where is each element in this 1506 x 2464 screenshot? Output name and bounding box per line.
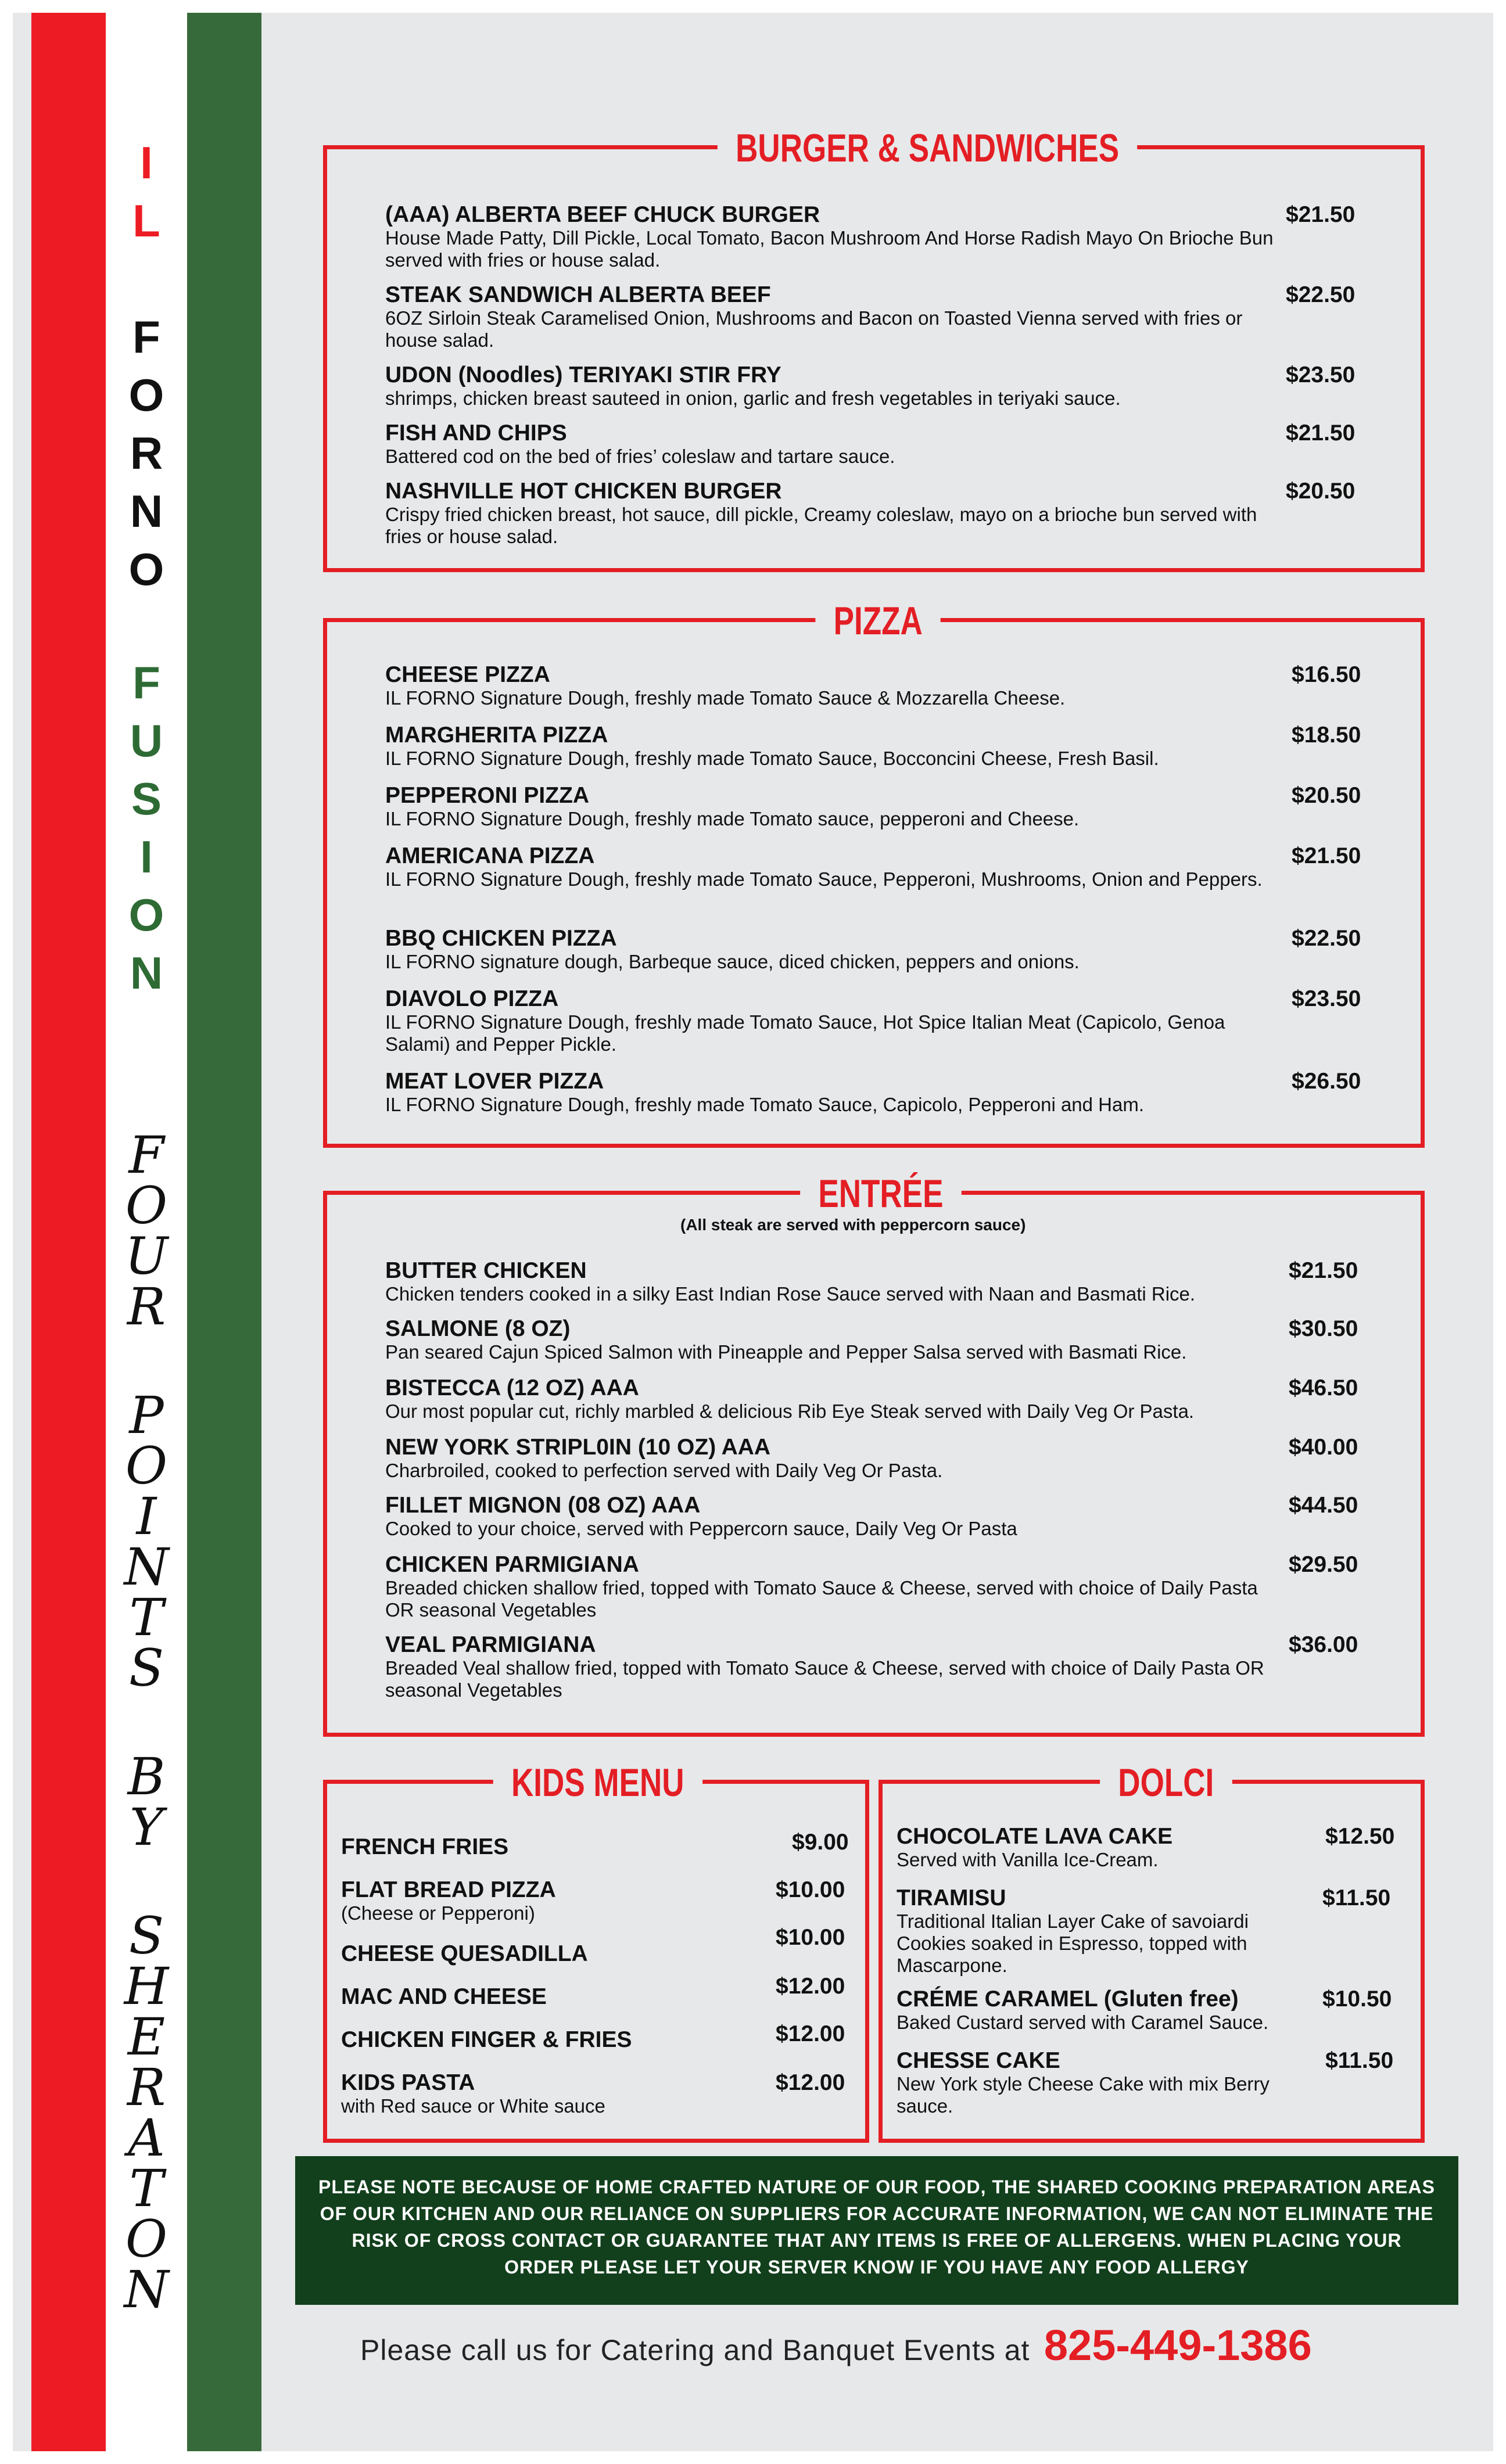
menu-item-price: $12.00 <box>776 2021 845 2046</box>
menu-item-name: CHEESE QUESADILLA <box>341 1941 588 1966</box>
tagline-letter: O <box>125 1176 168 1235</box>
menu-item-price: $11.50 <box>1322 1885 1391 1910</box>
menu-item <box>385 987 1274 1055</box>
menu-item-desc: Charbroiled, cooked to perfection served with Daily Veg Or Pasta. <box>385 1460 943 1481</box>
menu-item <box>385 363 1274 410</box>
menu-item-price: $44.50 <box>1289 1493 1358 1518</box>
menu-item <box>341 1985 748 2009</box>
tagline-letter: B <box>127 1747 166 1806</box>
flag-stripe-green <box>187 13 261 2451</box>
brand-letter: S <box>131 773 162 824</box>
menu-item-name: SALMONE (8 OZ) <box>385 1316 571 1341</box>
menu-item-desc: Served with Vanilla Ice-Cream. <box>897 1849 1159 1870</box>
menu-item <box>385 1633 1274 1701</box>
menu-item-desc: Breaded Veal shallow fried, topped with Tomato Sauce & Cheese, served with choice of Daily Pasta OR seasonal Vegetables <box>385 1657 1264 1701</box>
menu-item <box>897 1987 1315 2034</box>
tagline-four-points-by-sheraton <box>108 1125 185 2319</box>
menu-item-name: FILLET MIGNON (08 OZ) AAA <box>385 1493 701 1518</box>
menu-item-price: $12.50 <box>1325 1824 1395 1849</box>
menu-item-price: $21.50 <box>1292 843 1361 868</box>
menu-item-price: $22.50 <box>1286 282 1356 307</box>
menu-item-name: KIDS PASTA <box>341 2070 475 2095</box>
menu-item-price: $10.50 <box>1322 1987 1392 2012</box>
menu-item-desc: House Made Patty, Dill Pickle, Local Tomato, Bacon Mushroom And Horse Radish Mayo On Brioche Bun served with fries or house salad. <box>385 227 1274 271</box>
menu-item-name: (AAA) ALBERTA BEEF CHUCK BURGER <box>385 202 820 227</box>
menu-item-price: $21.50 <box>1286 202 1356 227</box>
menu-item <box>385 663 1274 709</box>
menu-item-desc: IL FORNO signature dough, Barbeque sauce, diced chicken, peppers and onions. <box>385 951 1080 972</box>
menu-item <box>341 2028 748 2052</box>
brand-letter: F <box>132 311 160 362</box>
menu-item <box>385 1553 1274 1621</box>
menu-item <box>385 723 1274 770</box>
tagline-letter: S <box>128 1906 164 1966</box>
menu-item-price: $26.50 <box>1292 1069 1361 1094</box>
menu-item-desc: shrimps, chicken breast sauteed in onion, garlic and fresh vegetables in teriyaki sauce. <box>385 387 1121 409</box>
section-entree <box>323 1172 1425 1737</box>
brand-letter: I <box>140 831 153 882</box>
menu-item-price: $21.50 <box>1289 1258 1358 1283</box>
brand-letter: N <box>130 486 163 537</box>
brand-letter: O <box>128 544 164 595</box>
menu-item-name: STEAK SANDWICH ALBERTA BEEF <box>385 282 771 307</box>
menu-item-price: $22.50 <box>1292 926 1361 951</box>
menu-item-name: MARGHERITA PIZZA <box>385 723 608 748</box>
menu-item-name: AMERICANA PIZZA <box>385 843 595 868</box>
tagline-letter: P <box>129 1385 164 1445</box>
tagline-letter: R <box>127 2057 166 2117</box>
menu-item <box>385 1435 1274 1482</box>
menu-item <box>385 926 1274 973</box>
menu-item-desc: Breaded chicken shallow fried, topped with Tomato Sauce & Cheese, served with choice of Daily Pasta OR seasonal Vegetables <box>385 1577 1258 1621</box>
menu-item-name: NEW YORK STRIPL0IN (10 OZ) AAA <box>385 1435 771 1460</box>
menu-item-price: $12.00 <box>776 2070 845 2095</box>
menu-item-desc: with Red sauce or White sauce <box>341 2095 605 2117</box>
menu-item-desc: IL FORNO Signature Dough, freshly made Tomato Sauce, Capicolo, Pepperoni and Ham. <box>385 1094 1145 1115</box>
menu-item-desc: Baked Custard served with Caramel Sauce. <box>897 2012 1269 2033</box>
section-title-dolci: DOLCI <box>1100 1758 1232 1807</box>
brand-letter: O <box>128 369 164 421</box>
section-dolci <box>878 1761 1425 2143</box>
tagline-letter: N <box>124 2260 169 2319</box>
menu-item-desc: Pan seared Cajun Spiced Salmon with Pineapple and Pepper Salsa served with Basmati Rice. <box>385 1341 1187 1363</box>
menu-item <box>341 1878 748 1924</box>
tagline-letter: H <box>124 1956 169 2016</box>
menu-item-name: FLAT BREAD PIZZA <box>341 1877 556 1902</box>
menu-item-price: $11.50 <box>1325 2048 1394 2073</box>
menu-item-desc: Our most popular cut, richly marbled & delicious Rib Eye Steak served with Daily Veg Or Pasta. <box>385 1400 1195 1422</box>
menu-item <box>897 1824 1297 1871</box>
menu-item-desc: IL FORNO Signature Dough, freshly made Tomato sauce, pepperoni and Cheese. <box>385 808 1080 829</box>
brand-word-il <box>108 134 185 250</box>
menu-item <box>385 479 1274 548</box>
menu-item <box>385 203 1274 271</box>
menu-item <box>385 1317 1274 1363</box>
menu-item-name: MEAT LOVER PIZZA <box>385 1069 604 1094</box>
brand-letter: O <box>128 889 164 940</box>
menu-item-desc: Crispy fried chicken breast, hot sauce, dill pickle, Creamy coleslaw, mayo on a brioche bun served with fries or house salad. <box>385 504 1257 547</box>
menu-item-name: CHESSE CAKE <box>897 2048 1060 2073</box>
menu-item-desc: Battered cod on the bed of fries’ coleslaw and tartare sauce. <box>385 446 895 467</box>
menu-item-price: $46.50 <box>1289 1375 1358 1400</box>
menu-item-name: FRENCH FRIES <box>341 1834 509 1859</box>
menu-item <box>385 1259 1274 1305</box>
menu-item-desc: IL FORNO Signature Dough, freshly made Tomato Sauce, Bocconcini Cheese, Fresh Basil. <box>385 748 1159 769</box>
menu-item-name: VEAL PARMIGIANA <box>385 1632 596 1657</box>
tagline-letter: I <box>136 1486 157 1546</box>
menu-item-price: $18.50 <box>1292 723 1361 748</box>
section-pizza <box>323 599 1425 1148</box>
menu-item-name: CHOCOLATE LAVA CAKE <box>897 1824 1173 1849</box>
menu-item-name: CRÉME CARAMEL (Gluten free) <box>897 1987 1239 2012</box>
footer-catering <box>360 2321 1312 2370</box>
menu-item <box>385 1493 1274 1540</box>
tagline-letter: A <box>128 2108 165 2168</box>
menu-item-name: MAC AND CHEESE <box>341 1984 547 2009</box>
menu-item-price: $10.00 <box>776 1925 845 1950</box>
menu-item-price: $23.50 <box>1286 362 1356 387</box>
menu-item-price: $30.50 <box>1289 1316 1358 1341</box>
brand-letter: I <box>140 137 153 188</box>
menu-item <box>385 1069 1274 1116</box>
menu-item <box>341 2071 748 2117</box>
tagline-letter: F <box>128 1125 164 1185</box>
tagline-letter: T <box>129 1587 164 1647</box>
section-burger-sandwiches <box>323 126 1425 572</box>
menu-item-name: BUTTER CHICKEN <box>385 1258 587 1283</box>
brand-letter: R <box>130 428 163 479</box>
menu-item <box>385 421 1274 468</box>
menu-item-price: $21.50 <box>1286 421 1356 446</box>
footer-text: Please call us for Catering and Banquet Events at <box>360 2334 1030 2366</box>
menu-item-price: $16.50 <box>1292 662 1361 687</box>
menu-item-name: TIRAMISU <box>897 1885 1006 1910</box>
menu-item-name: BISTECCA (12 OZ) AAA <box>385 1375 639 1400</box>
menu-item-desc: (Cheese or Pepperoni) <box>341 1902 535 1924</box>
menu-item-desc: IL FORNO Signature Dough, freshly made Tomato Sauce, Hot Spice Italian Meat (Capicolo, Genoa Salami) and Pepper Pickle. <box>385 1011 1225 1055</box>
menu-item-price: $12.00 <box>776 1974 845 1999</box>
menu-item <box>897 2049 1292 2117</box>
menu-item-name: PEPPERONI PIZZA <box>385 783 590 808</box>
menu-item-price: $29.50 <box>1289 1552 1358 1577</box>
menu-item-desc: Cooked to your choice, served with Peppercorn sauce, Daily Veg Or Pasta <box>385 1518 1017 1539</box>
section-title-burger: BURGER & SANDWICHES <box>718 124 1137 173</box>
menu-item-price: $20.50 <box>1286 479 1356 504</box>
menu-item-name: UDON (Noodles) TERIYAKI STIR FRY <box>385 362 781 387</box>
tagline-letter: T <box>129 2158 164 2218</box>
section-title-entree: ENTRÉE <box>800 1169 962 1218</box>
tagline-letter: R <box>127 1277 166 1337</box>
brand-letter: N <box>130 947 163 998</box>
brand-word-fusion <box>108 653 185 1002</box>
menu-item-price: $23.50 <box>1292 986 1361 1011</box>
menu-item-desc: Chicken tenders cooked in a silky East Indian Rose Sauce served with Naan and Basmati Rice. <box>385 1283 1196 1305</box>
tagline-letter: E <box>127 2007 166 2067</box>
menu-item-desc: 6OZ Sirloin Steak Caramelised Onion, Mushrooms and Bacon on Toasted Vienna served with fries or house salad. <box>385 307 1243 351</box>
menu-item-name: CHEESE PIZZA <box>385 662 550 687</box>
menu-item-name: BBQ CHICKEN PIZZA <box>385 926 617 951</box>
brand-letter: U <box>130 715 163 766</box>
menu-item-desc: Traditional Italian Layer Cake of savoiardi Cookies soaked in Espresso, topped with Mascarpone. <box>897 1910 1249 1976</box>
menu-item-price: $10.00 <box>776 1877 845 1902</box>
menu-item-desc: New York style Cheese Cake with mix Berry sauce. <box>897 2073 1270 2117</box>
section-title-kids: KIDS MENU <box>493 1758 702 1807</box>
menu-item-name: FISH AND CHIPS <box>385 421 567 446</box>
brand-word-forno <box>108 308 185 598</box>
section-subtitle-entree: (All steak are served with peppercorn sauce) <box>680 1216 1026 1234</box>
menu-item-desc: IL FORNO Signature Dough, freshly made Tomato Sauce & Mozzarella Cheese. <box>385 687 1066 709</box>
section-title-pizza: PIZZA <box>815 597 941 645</box>
menu-item-price: $20.50 <box>1292 783 1361 808</box>
menu-item <box>341 1942 748 1966</box>
tagline-letter: N <box>124 1537 169 1597</box>
menu-item-name: CHICKEN PARMIGIANA <box>385 1552 639 1577</box>
menu-item-desc: IL FORNO Signature Dough, freshly made Tomato Sauce, Pepperoni, Mushrooms, Onion and Peppers. <box>385 868 1263 890</box>
tagline-letter: U <box>124 1226 168 1286</box>
menu-item-name: DIAVOLO PIZZA <box>385 986 559 1011</box>
brand-letter: L <box>132 195 160 246</box>
phone-number-link[interactable]: 825-449-1386 <box>1044 2321 1312 2369</box>
menu-item <box>897 1886 1292 1977</box>
flag-stripe-red <box>31 13 106 2451</box>
tagline-letter: Y <box>129 1797 164 1857</box>
menu-item <box>385 784 1274 830</box>
menu-item <box>385 283 1274 351</box>
section-kids-menu <box>323 1761 869 2143</box>
menu-item-price: $40.00 <box>1289 1435 1358 1460</box>
tagline-letter: O <box>125 2209 168 2269</box>
menu-item <box>385 1376 1274 1423</box>
tagline-letter: S <box>128 1638 164 1698</box>
menu-item-price: $9.00 <box>792 1830 849 1855</box>
brand-letter: F <box>132 657 160 708</box>
menu-item-name: NASHVILLE HOT CHICKEN BURGER <box>385 479 782 504</box>
tagline-letter: O <box>125 1436 168 1496</box>
menu-item-name: CHICKEN FINGER & FRIES <box>341 2027 632 2052</box>
allergy-notice: PLEASE NOTE BECAUSE OF HOME CRAFTED NATURE OF OUR FOOD, THE SHARED COOKING PREPARATION AREAS OF OUR KITCHEN AND OUR RELIANCE ON SUPPLIERS FOR ACCURATE INFORMATION, WE CAN NOT ELIMINATE THE RISK OF CROSS CONTACT OR GUARANTEE THAT ANY ITEMS IS FREE OF ALLERGENS. WHEN PLACING YOUR ORDER PLEASE LET YOUR SERVER KNOW IF YOU HAVE ANY FOOD ALLERGY <box>295 2156 1458 2305</box>
menu-item <box>385 844 1274 890</box>
menu-item <box>341 1835 748 1859</box>
menu-item-price: $36.00 <box>1289 1632 1358 1657</box>
